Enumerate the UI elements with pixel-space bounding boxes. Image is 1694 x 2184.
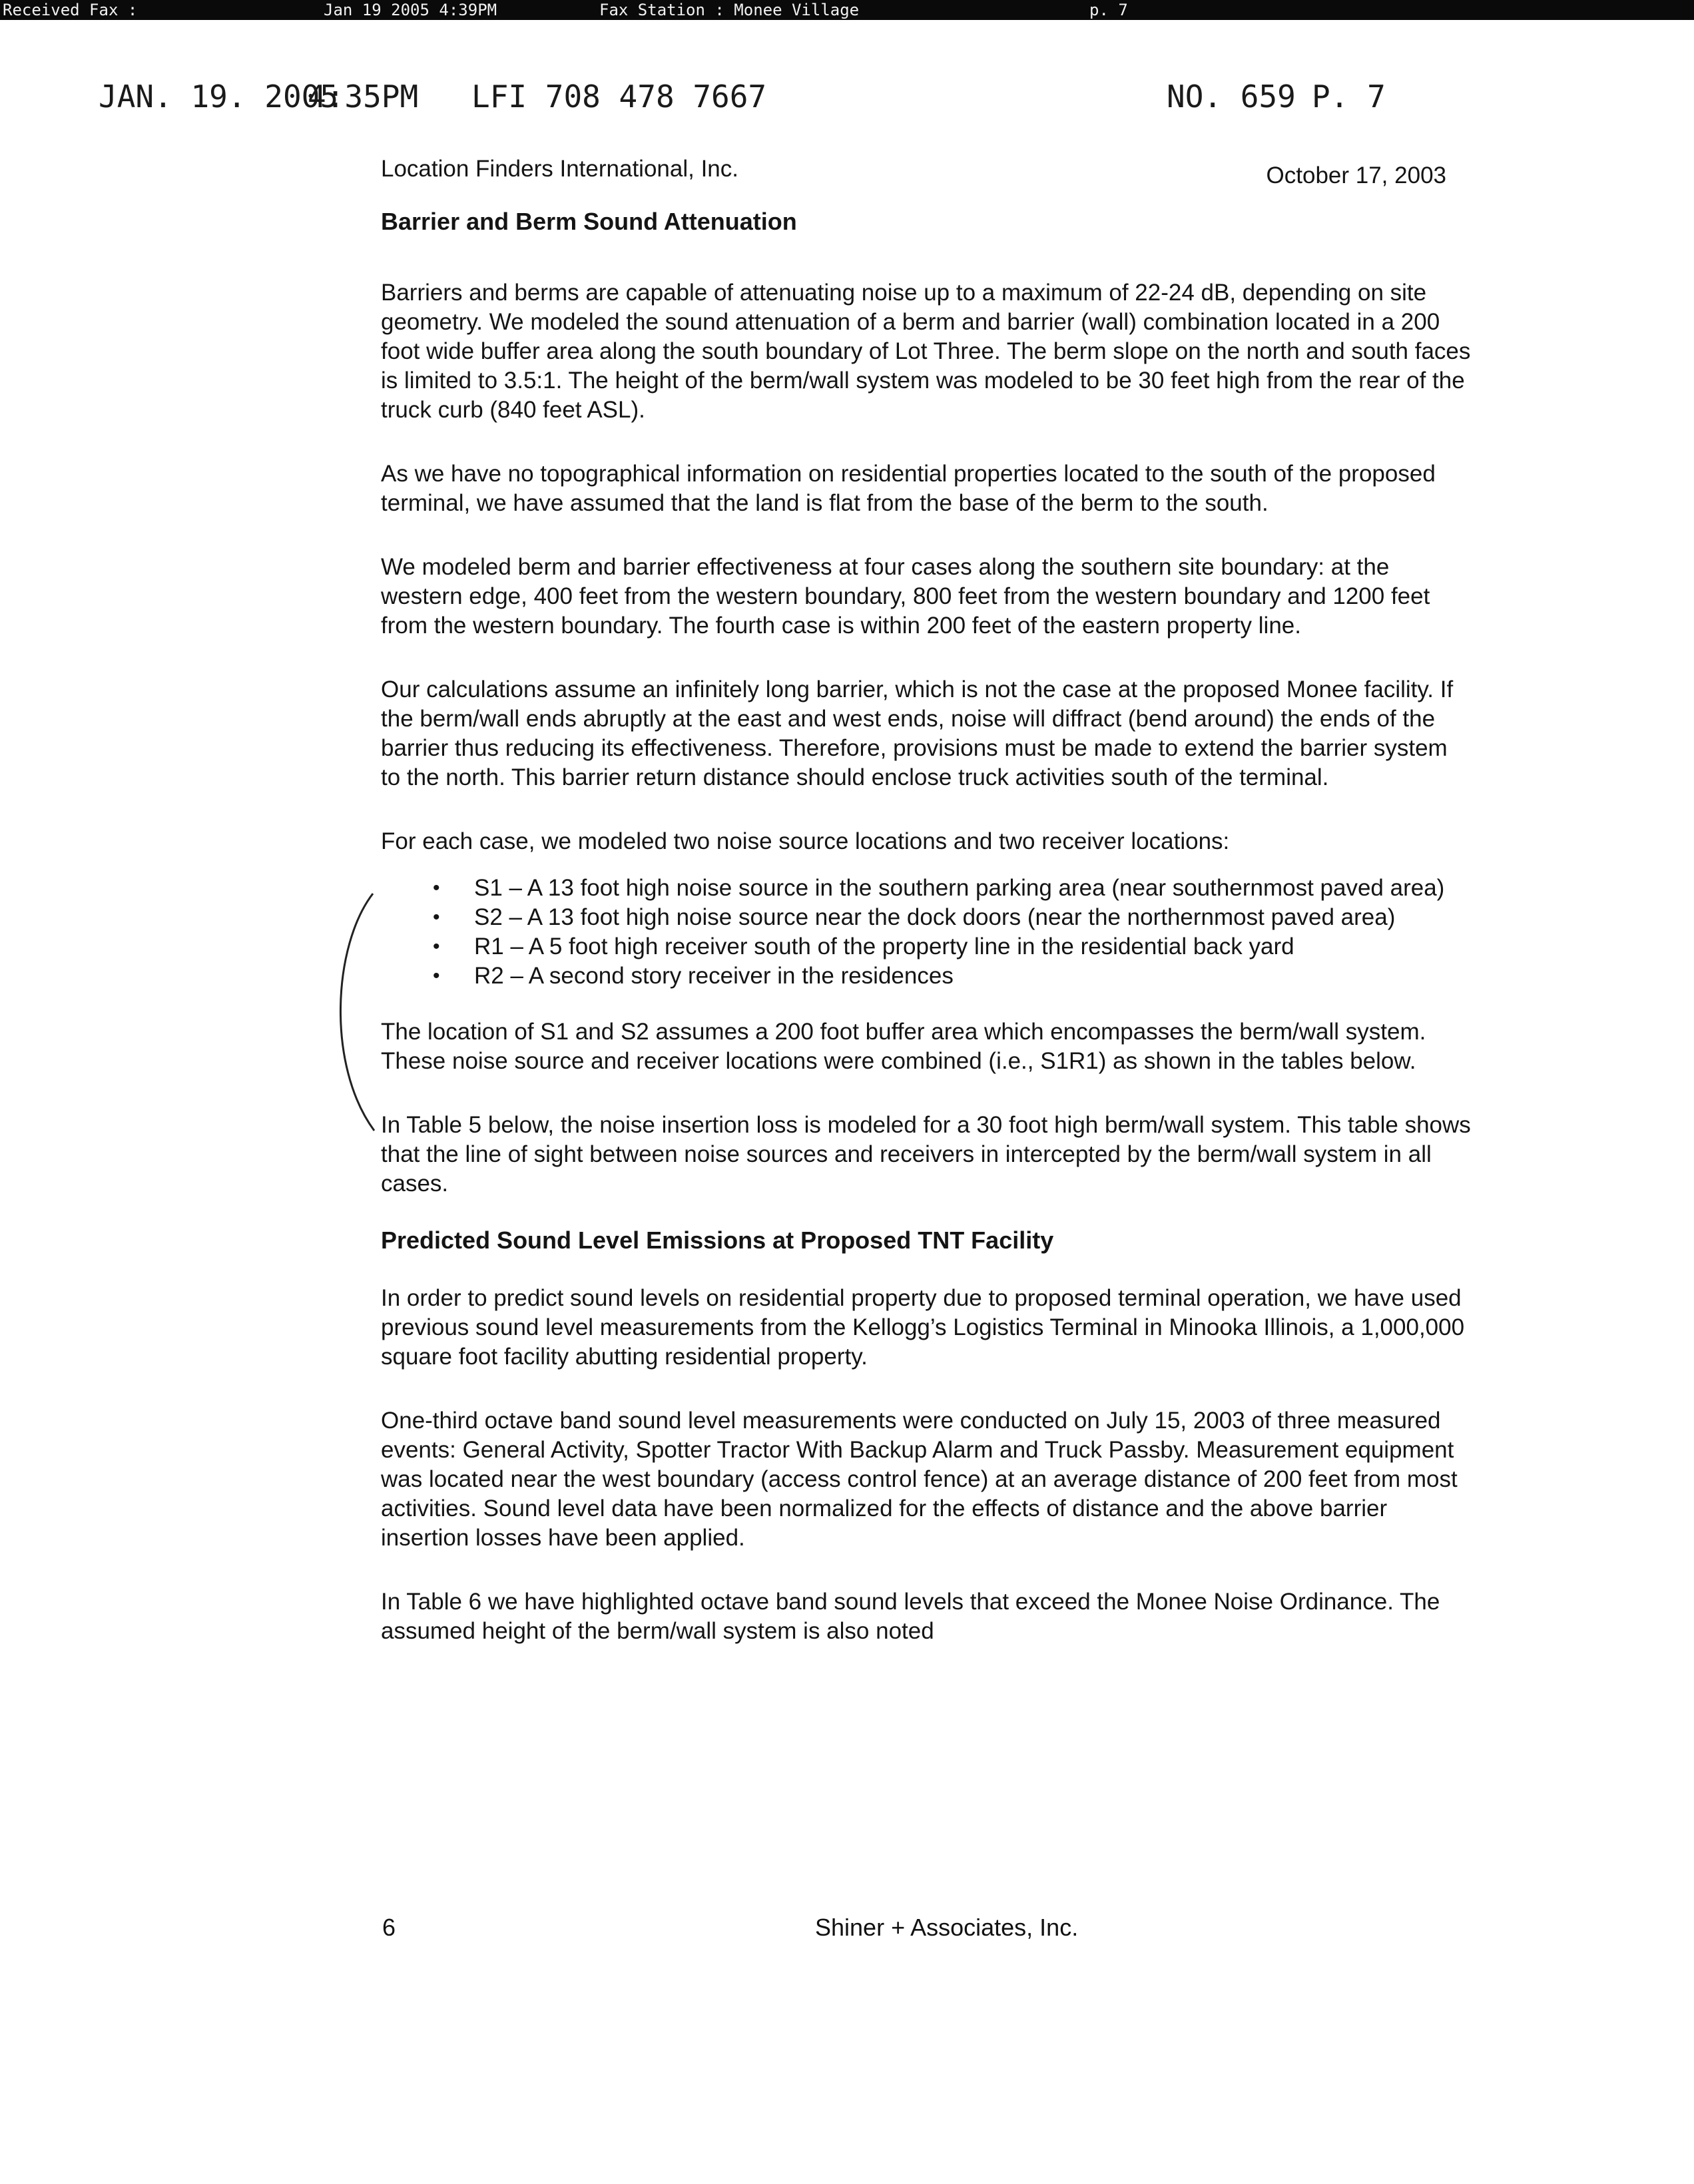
- list-item: • S1 – A 13 foot high noise source in the southern parking area (near southernmost paved area): [474, 874, 1473, 903]
- list-item: • R1 – A 5 foot high receiver south of the property line in the residential back yard: [474, 932, 1473, 961]
- paragraph: One-third octave band sound level measurements were conducted on July 15, 2003 of three measured events: General Activity, Spotter Tractor With Backup Alarm and Truck Passby. Measurement equipment was located near the west boundary (access control fence) at an average distance of 200 feet from most activities. Sound level data have been normalized for the effects of distance and the above barrier insertion losses have been applied.: [381, 1408, 1458, 1551]
- letterhead: [381, 154, 1473, 192]
- handwritten-bracket-mark: [326, 892, 380, 1132]
- fax-sender-header: [0, 79, 1694, 119]
- list-item: • S2 – A 13 foot high noise source near the dock doors (near the northernmost paved area): [474, 903, 1473, 932]
- paragraph: Our calculations assume an infinitely long barrier, which is not the case at the proposed Monee facility. If the berm/wall ends abruptly at the east and west ends, noise will diffract (bend around) the ends of the barrier thus reducing its effectiveness. Therefore, provisions must be made to extend the barrier system to the north. This barrier return distance should enclose truck activities south of the terminal.: [381, 677, 1454, 790]
- paragraph: We modeled berm and barrier effectiveness at four cases along the southern site boundary: at the western edge, 400 feet from the western boundary, 800 feet from the western boundary and 1200 feet from the western boundary. The fourth case is within 200 feet of the eastern property line.: [381, 554, 1430, 639]
- paragraph: In Table 5 below, the noise insertion loss is modeled for a 30 foot high berm/wall system. This table shows that the line of sight between noise sources and receivers in intercepted by the berm/wall system in all cases.: [381, 1112, 1471, 1197]
- fax-sender: LFI 708 478 7667: [471, 79, 767, 115]
- paragraph: As we have no topographical information on residential properties located to the south of the proposed terminal, we have assumed that the land is flat from the base of the berm to the south.: [381, 461, 1436, 516]
- fax-received-label: Received Fax :: [3, 1, 138, 19]
- footer-firm: Shiner + Associates, Inc.: [815, 1914, 1079, 1941]
- page-footer: [381, 1914, 1473, 1947]
- fax-page: P. 7: [1312, 79, 1386, 115]
- fax-number: NO. 659: [1167, 79, 1296, 115]
- fax-received-datetime: Jan 19 2005 4:39PM: [324, 1, 497, 19]
- document-date: October 17, 2003: [1266, 162, 1446, 188]
- section-heading-barrier: Barrier and Berm Sound Attenuation: [381, 208, 797, 235]
- paragraph: The location of S1 and S2 assumes a 200 foot buffer area which encompasses the berm/wall system. These noise source and receiver locations were combined (i.e., S1R1) as shown in the tables below.: [381, 1019, 1426, 1074]
- list-item: • R2 – A second story receiver in the residences: [474, 961, 1473, 991]
- page-number: 6: [382, 1914, 396, 1941]
- case-bullet-list: [381, 874, 1473, 991]
- paragraph: Barriers and berms are capable of attenuating noise up to a maximum of 22-24 dB, depending on site geometry. We modeled the sound attenuation of a berm and barrier (wall) combination located in a 200 foot wide buffer area along the south boundary of Lot Three. The berm slope on the north and south faces is limited to 3.5:1. The height of the berm/wall system was modeled to be 30 feet high from the rear of the truck curb (840 feet ASL).: [381, 280, 1471, 423]
- fax-time: 4:35PM: [308, 79, 419, 115]
- fax-date: JAN. 19. 2005: [99, 79, 339, 115]
- document-page: [381, 154, 1473, 1646]
- fax-station: Fax Station : Monee Village: [599, 1, 860, 19]
- paragraph: For each case, we modeled two noise source locations and two receiver locations:: [381, 828, 1230, 854]
- company-name: Location Finders International, Inc.: [381, 156, 738, 182]
- paragraph: In order to predict sound levels on residential property due to proposed terminal operation, we have used previous sound level measurements from the Kellogg’s Logistics Terminal in Minooka Illinois, a 1,000,000 square foot facility abutting residential property.: [381, 1285, 1465, 1370]
- section-heading-predicted: Predicted Sound Level Emissions at Proposed TNT Facility: [381, 1227, 1054, 1254]
- paragraph: In Table 6 we have highlighted octave band sound levels that exceed the Monee Noise Ordinance. The assumed height of the berm/wall system is also noted: [381, 1589, 1440, 1644]
- fax-banner-page: p. 7: [1089, 1, 1128, 19]
- fax-transmission-banner: [0, 0, 1694, 20]
